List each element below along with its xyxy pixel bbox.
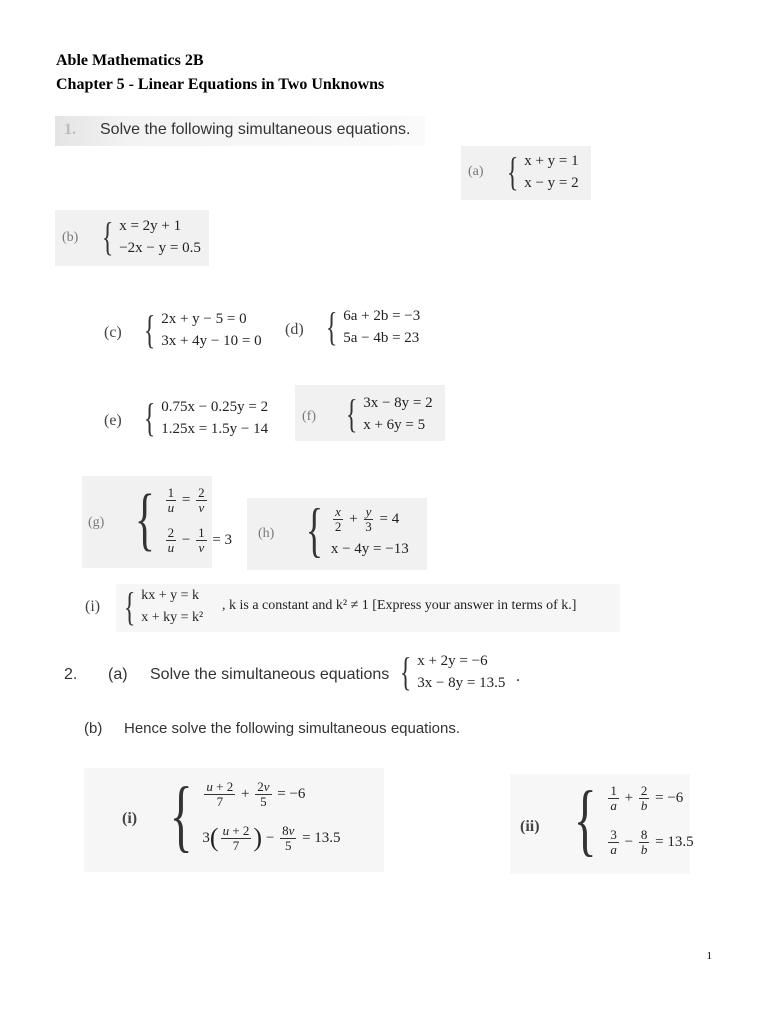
equation: $\frac{u + 2}{7}$ + $\frac{2v}{5}$ = −6 [206, 778, 306, 809]
fraction: $\frac{2}{b}$ [640, 782, 648, 813]
part-a-label: (a) [468, 164, 484, 179]
brace: { [305, 497, 324, 563]
part-h-label: (h) [258, 526, 275, 541]
equation: 3x − 8y = 2 [363, 395, 433, 411]
equation-rhs: = 4 [379, 511, 400, 527]
question-2-number: 2. [64, 666, 78, 683]
equation: 3x + 4y − 10 = 0 [161, 333, 262, 349]
system-2a [396, 650, 505, 694]
brace: { [101, 214, 114, 259]
part-b-label: (b) [84, 720, 103, 737]
brace: { [325, 304, 338, 349]
part-e-label: (e) [104, 412, 122, 429]
period: . [516, 668, 520, 685]
fraction: $\frac{1}{u}$ [167, 484, 175, 515]
fraction: $\frac{u + 2}{7}$ [222, 822, 250, 853]
brace: { [345, 391, 358, 436]
equation: −2x − y = 0.5 [119, 240, 201, 256]
system-2b-ii [566, 776, 694, 864]
brace: { [399, 649, 412, 694]
equation: $\frac{1}{u}$ = $\frac{2}{v}$ [167, 484, 205, 515]
equation: 3 ( $\frac{u + 2}{7}$ ) − $\frac{8v}{5}$ = 13.5 [202, 822, 341, 853]
equation: 2x + y − 5 = 0 [161, 311, 247, 327]
equation-rhs: = 13.5 [655, 834, 694, 850]
fraction: $\frac{u + 2}{7}$ [206, 778, 234, 809]
system-h [300, 497, 409, 563]
equation: x + 2y = −6 [417, 653, 488, 669]
equation: 1.25x = 1.5y − 14 [161, 421, 269, 437]
equation: kx + y = k [141, 588, 199, 603]
sub-i-label: (i) [122, 810, 138, 827]
fraction: $\frac{3}{a}$ [610, 826, 617, 857]
page-number: 1 [706, 950, 712, 962]
part-a-text: Solve the simultaneous equations [150, 666, 390, 683]
fraction: $\frac{8v}{5}$ [282, 822, 295, 853]
system-i [120, 585, 203, 629]
book-title: Able Mathematics 2B [56, 52, 204, 69]
system-b [98, 215, 201, 259]
part-i-note: , k is a constant and k² ≠ 1 [Express your answer in terms of k.] [222, 598, 577, 613]
equation-rhs: = −6 [655, 790, 684, 806]
part-c-label: (c) [104, 324, 122, 341]
fraction: $\frac{2}{v}$ [198, 484, 205, 515]
brace: { [143, 395, 156, 440]
sub-ii-label: (ii) [520, 818, 540, 835]
system-c [140, 308, 262, 352]
part-a-label: (a) [108, 666, 128, 683]
equation-rhs: = 13.5 [302, 830, 341, 846]
brace: { [143, 307, 156, 352]
part-b-label: (b) [62, 230, 79, 245]
brace: { [506, 149, 519, 194]
fraction: $\frac{2}{u}$ [167, 524, 175, 555]
brace: { [134, 481, 155, 558]
equation: x + y = 1 [524, 153, 579, 169]
brace: { [169, 772, 193, 860]
brace: { [573, 776, 597, 864]
question-1-instruction: Solve the following simultaneous equations. [100, 121, 411, 138]
equation-rhs: = −6 [277, 786, 306, 802]
equation-rhs: = 3 [212, 532, 233, 548]
fraction: $\frac{y}{3}$ [365, 503, 372, 534]
fraction: $\frac{8}{b}$ [640, 826, 648, 857]
equation: x + ky = k² [141, 610, 204, 625]
part-i-label: (i) [85, 598, 101, 615]
part-g-label: (g) [88, 515, 105, 530]
brace: { [123, 584, 136, 629]
system-a [503, 150, 579, 194]
equation: x − 4y = −13 [330, 541, 409, 557]
system-d [322, 305, 420, 349]
equation: $\frac{3}{a}$ − $\frac{8}{b}$ = 13.5 [610, 826, 694, 857]
equation: x − y = 2 [524, 175, 579, 191]
part-f-label: (f) [302, 409, 316, 424]
fraction: $\frac{1}{a}$ [610, 782, 617, 813]
fraction: $\frac{2v}{5}$ [257, 778, 270, 809]
fraction: $\frac{x}{2}$ [334, 503, 342, 534]
equation: x = 2y + 1 [119, 218, 182, 234]
equation: 0.75x − 0.25y = 2 [161, 399, 269, 415]
system-f [342, 392, 433, 436]
chapter-title: Chapter 5 - Linear Equations in Two Unknowns [56, 76, 385, 93]
fraction: $\frac{1}{v}$ [198, 524, 205, 555]
equation: $\frac{2}{u}$ − $\frac{1}{v}$ = 3 [167, 524, 233, 555]
question-1-number: 1. [64, 121, 76, 138]
equation: 5a − 4b = 23 [343, 330, 420, 346]
equation: $\frac{x}{2}$ + $\frac{y}{3}$ = 4 [334, 503, 400, 534]
part-d-label: (d) [285, 321, 304, 338]
equation: x + 6y = 5 [363, 417, 426, 433]
equation: 6a + 2b = −3 [343, 308, 421, 324]
part-b-text: Hence solve the following simultaneous equations. [124, 720, 461, 737]
system-e [140, 396, 268, 440]
equation: 3x − 8y = 13.5 [417, 675, 506, 691]
equation: $\frac{1}{a}$ + $\frac{2}{b}$ = −6 [610, 782, 684, 813]
system-2b-i [162, 772, 341, 860]
system-g [128, 480, 232, 560]
